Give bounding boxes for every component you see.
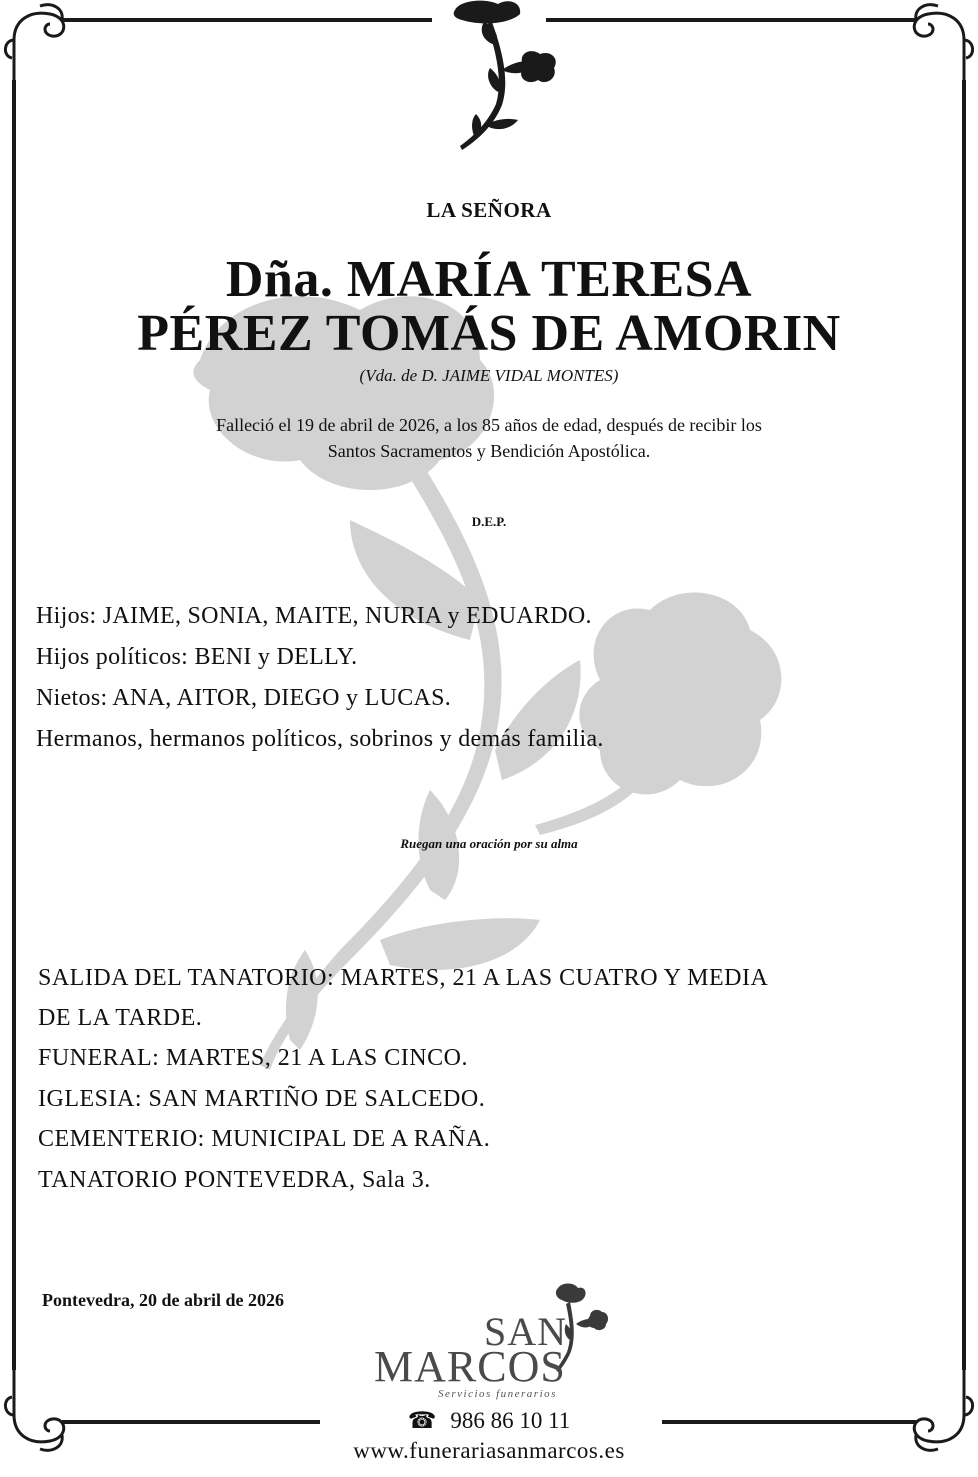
logo-tagline: Servicios funerarios xyxy=(438,1388,557,1400)
title-label: LA SEÑORA xyxy=(426,198,552,222)
service-line: SALIDA DEL TANATORIO: MARTES, 21 A LAS CUATRO Y MEDIA xyxy=(38,965,769,991)
frame-top-right-line xyxy=(546,18,916,22)
death-notice-line-2: Santos Sacramentos y Bendición Apostólica. xyxy=(327,441,651,461)
widow-of-label: (Vda. de D. JAIME VIDAL MONTES) xyxy=(359,366,619,385)
service-line: DE LA TARDE. xyxy=(38,1005,203,1031)
service-line: IGLESIA: SAN MARTIÑO DE SALCEDO. xyxy=(38,1086,486,1112)
corner-flourish-top-left-icon xyxy=(0,0,80,90)
telephone-icon: ☎ xyxy=(407,1408,437,1433)
service-line: CEMENTERIO: MUNICIPAL DE A RAÑA. xyxy=(38,1126,491,1152)
death-notice-line-1: Falleció el 19 de abril de 2026, a los 85 años de edad, después de recibir los xyxy=(216,415,762,435)
frame-top-left-line xyxy=(62,18,432,22)
service-line: TANATORIO PONTEVEDRA, Sala 3. xyxy=(38,1167,431,1193)
service-line: FUNERAL: MARTES, 21 A LAS CINCO. xyxy=(38,1045,468,1071)
logo-word-marcos: MARCOS xyxy=(374,1342,566,1391)
corner-flourish-top-right-icon xyxy=(898,0,978,90)
family-line: Hermanos, hermanos políticos, sobrinos y demás familia. xyxy=(36,726,604,752)
family-line: Hijos: JAIME, SONIA, MAITE, NURIA y EDUARDO. xyxy=(36,603,592,629)
logo-word-san: SAN xyxy=(484,1309,568,1354)
prayer-request: Ruegan una oración por su alma xyxy=(400,836,578,851)
deceased-name-line-1: Dña. MARÍA TERESA xyxy=(225,251,753,308)
dep-label: D.E.P. xyxy=(471,514,507,529)
family-line: Nietos: ANA, AITOR, DIEGO y LUCAS. xyxy=(36,685,452,711)
family-line: Hijos políticos: BENI y DELLY. xyxy=(36,644,358,670)
place-date-label: Pontevedra, 20 de abril de 2026 xyxy=(42,1290,284,1310)
website-link[interactable]: www.funerariasanmarcos.es xyxy=(353,1438,625,1463)
rose-ornament-icon xyxy=(440,0,570,155)
phone-number: 986 86 10 11 xyxy=(450,1408,571,1433)
deceased-name-line-2: PÉREZ TOMÁS DE AMORIN xyxy=(137,305,841,362)
phone-row xyxy=(0,1408,978,1434)
